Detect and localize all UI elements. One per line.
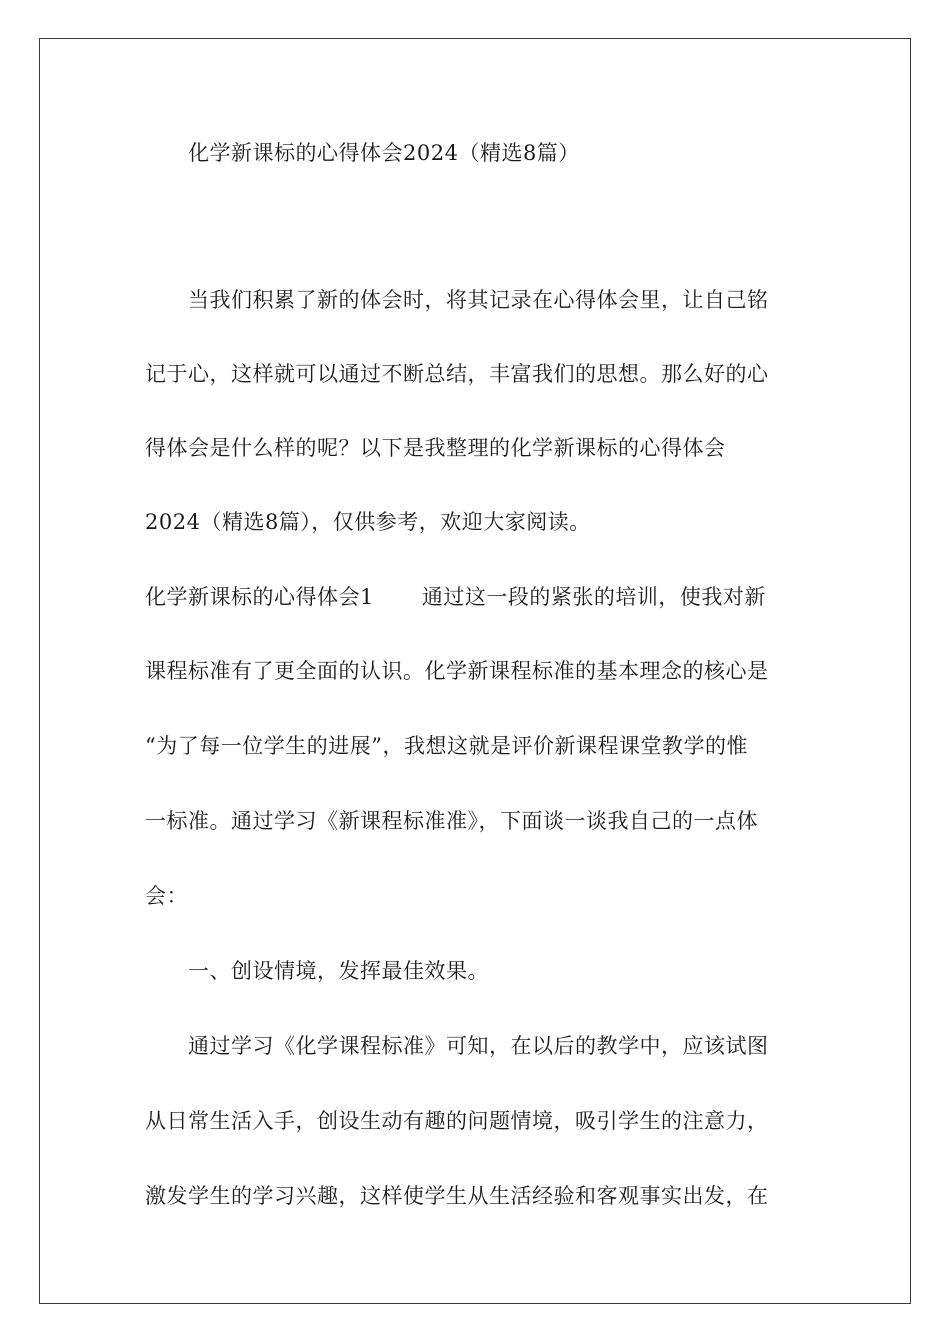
intro-line: 当我们积累了新的体会时，将其记录在心得体会里，让自己铭: [188, 288, 769, 312]
point-1-line: 激发学生的学习兴趣，这样使学生从生活经验和客观事实出发，在: [145, 1184, 769, 1208]
section-1-line: 会：: [145, 884, 188, 908]
intro-line: 得体会是什么样的呢？以下是我整理的化学新课标的心得体会: [145, 436, 726, 460]
section-1-line: 课程标准有了更全面的认识。化学新课程标准的基本理念的核心是: [145, 659, 769, 683]
section-1-line: 一标准。通过学习《新课程标准准》，下面谈一谈我自己的一点体: [145, 809, 758, 833]
section-1-line: “为了每一位学生的进展”，我想这就是评价新课程课堂教学的惟: [145, 734, 748, 758]
point-1-heading: 一、创设情境，发挥最佳效果。: [188, 959, 489, 983]
document-title: 化学新课标的心得体会2024（精选8篇）: [188, 141, 580, 165]
intro-line: 记于心，这样就可以通过不断总结，丰富我们的思想。那么好的心: [145, 362, 769, 386]
section-1-heading: 化学新课标的心得体会1: [145, 585, 374, 609]
section-1-first-line: [145, 582, 805, 612]
section-1-line: 通过这一段的紧张的培训，使我对新: [421, 585, 766, 609]
intro-line: 2024（精选8篇），仅供参考，欢迎大家阅读。: [145, 510, 591, 534]
point-1-line: 通过学习《化学课程标准》可知，在以后的教学中，应该试图: [188, 1034, 769, 1058]
point-1-line: 从日常生活入手，创设生动有趣的问题情境，吸引学生的注意力，: [145, 1109, 769, 1133]
